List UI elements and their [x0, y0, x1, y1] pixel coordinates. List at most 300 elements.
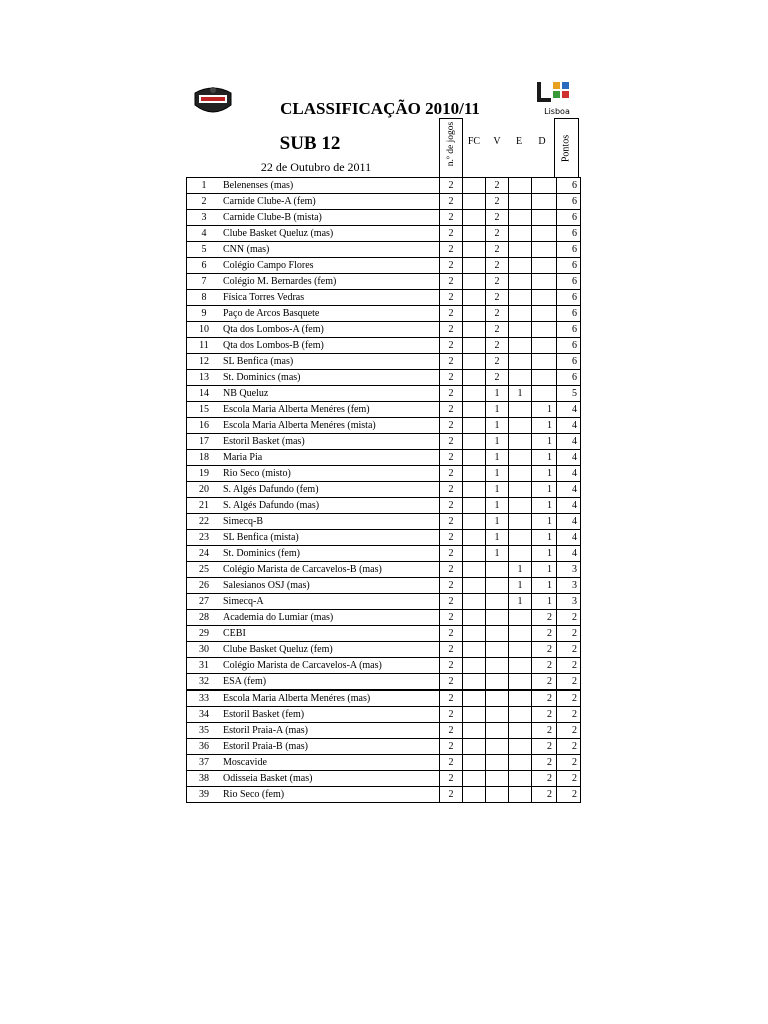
cell-d: 1	[532, 562, 557, 578]
cell-rank: 32	[187, 674, 222, 691]
cell-v: 2	[486, 194, 509, 210]
cell-fc	[463, 386, 486, 402]
cell-team: St. Dominics (mas)	[221, 370, 440, 386]
cell-pts: 6	[557, 226, 581, 242]
cell-v: 2	[486, 290, 509, 306]
cell-v	[486, 578, 509, 594]
cell-team: CNN (mas)	[221, 242, 440, 258]
table-row	[187, 787, 581, 803]
table-row	[187, 674, 581, 691]
cell-j: 2	[440, 642, 463, 658]
cell-rank: 29	[187, 626, 222, 642]
cell-team: Colégio M. Bernardes (fem)	[221, 274, 440, 290]
table-row	[187, 338, 581, 354]
cell-v	[486, 610, 509, 626]
cell-e	[509, 707, 532, 723]
cell-pts: 6	[557, 290, 581, 306]
cell-pts: 6	[557, 178, 581, 194]
cell-rank: 4	[187, 226, 222, 242]
cell-rank: 17	[187, 434, 222, 450]
cell-d: 1	[532, 466, 557, 482]
cell-fc	[463, 210, 486, 226]
cell-team: S. Algés Dafundo (fem)	[221, 482, 440, 498]
cell-d: 1	[532, 450, 557, 466]
cell-d	[532, 306, 557, 322]
cell-rank: 35	[187, 723, 222, 739]
cell-v: 1	[486, 418, 509, 434]
cell-rank: 10	[187, 322, 222, 338]
cell-fc	[463, 514, 486, 530]
cell-e	[509, 610, 532, 626]
cell-team: Estoril Praia-A (mas)	[221, 723, 440, 739]
table-row	[187, 658, 581, 674]
cell-d: 2	[532, 739, 557, 755]
cell-v	[486, 787, 509, 803]
cell-pts: 2	[557, 610, 581, 626]
cell-v: 2	[486, 306, 509, 322]
cell-v: 2	[486, 274, 509, 290]
cell-pts: 2	[557, 674, 581, 691]
cell-d: 1	[532, 546, 557, 562]
cell-d: 1	[532, 498, 557, 514]
cell-fc	[463, 338, 486, 354]
cell-pts: 2	[557, 626, 581, 642]
header-e: E	[515, 136, 523, 147]
table-row	[187, 755, 581, 771]
cell-rank: 28	[187, 610, 222, 626]
cell-team: Simecq-A	[221, 594, 440, 610]
page-title: CLASSIFICAÇÃO 2010/11	[280, 99, 480, 118]
cell-e	[509, 242, 532, 258]
table-row	[187, 498, 581, 514]
cell-d: 2	[532, 658, 557, 674]
cell-pts: 2	[557, 739, 581, 755]
cell-team: Estoril Praia-B (mas)	[221, 739, 440, 755]
cell-j: 2	[440, 274, 463, 290]
cell-j: 2	[440, 562, 463, 578]
table-row	[187, 562, 581, 578]
cell-d: 1	[532, 530, 557, 546]
cell-pts: 3	[557, 594, 581, 610]
cell-pts: 6	[557, 370, 581, 386]
cell-j: 2	[440, 546, 463, 562]
cell-fc	[463, 274, 486, 290]
cell-d: 1	[532, 594, 557, 610]
cell-fc	[463, 226, 486, 242]
cell-team: Belenenses (mas)	[221, 178, 440, 194]
cell-team: Qta dos Lombos-A (fem)	[221, 322, 440, 338]
cell-d	[532, 242, 557, 258]
cell-e	[509, 338, 532, 354]
cell-rank: 1	[187, 178, 222, 194]
table-row	[187, 322, 581, 338]
cell-d: 1	[532, 514, 557, 530]
cell-d	[532, 194, 557, 210]
cell-pts: 2	[557, 771, 581, 787]
cell-d	[532, 210, 557, 226]
cell-e	[509, 787, 532, 803]
table-row	[187, 771, 581, 787]
table-row	[187, 434, 581, 450]
cell-team: S. Algés Dafundo (mas)	[221, 498, 440, 514]
cell-rank: 31	[187, 658, 222, 674]
table-row	[187, 242, 581, 258]
cell-pts: 2	[557, 755, 581, 771]
cell-e	[509, 546, 532, 562]
cell-rank: 2	[187, 194, 222, 210]
cell-rank: 12	[187, 354, 222, 370]
cell-v	[486, 674, 509, 691]
cell-j: 2	[440, 498, 463, 514]
cell-d: 2	[532, 610, 557, 626]
cell-team: CEBI	[221, 626, 440, 642]
cell-j: 2	[440, 658, 463, 674]
table-row	[187, 690, 581, 707]
association-crest-logo	[191, 83, 235, 119]
cell-d: 2	[532, 755, 557, 771]
table-row	[187, 482, 581, 498]
cell-v: 1	[486, 402, 509, 418]
cell-fc	[463, 434, 486, 450]
cell-e	[509, 290, 532, 306]
cell-team: Salesianos OSJ (mas)	[221, 578, 440, 594]
cell-j: 2	[440, 739, 463, 755]
cell-e	[509, 658, 532, 674]
table-row	[187, 578, 581, 594]
cell-j: 2	[440, 306, 463, 322]
cell-fc	[463, 194, 486, 210]
cell-rank: 24	[187, 546, 222, 562]
cell-e	[509, 306, 532, 322]
cell-j: 2	[440, 674, 463, 691]
cell-team: St. Dominics (fem)	[221, 546, 440, 562]
cell-d	[532, 386, 557, 402]
cell-rank: 38	[187, 771, 222, 787]
cell-fc	[463, 562, 486, 578]
cell-j: 2	[440, 418, 463, 434]
table-row	[187, 739, 581, 755]
cell-e	[509, 226, 532, 242]
cell-j: 2	[440, 210, 463, 226]
cell-rank: 36	[187, 739, 222, 755]
cell-j: 2	[440, 707, 463, 723]
cell-j: 2	[440, 258, 463, 274]
cell-e	[509, 194, 532, 210]
cell-v: 2	[486, 322, 509, 338]
cell-fc	[463, 498, 486, 514]
cell-d	[532, 258, 557, 274]
cell-rank: 26	[187, 578, 222, 594]
cell-v: 2	[486, 338, 509, 354]
cell-d: 1	[532, 578, 557, 594]
cell-pts: 2	[557, 658, 581, 674]
cell-j: 2	[440, 690, 463, 707]
cell-fc	[463, 354, 486, 370]
cell-j: 2	[440, 482, 463, 498]
cell-pts: 3	[557, 578, 581, 594]
cell-e	[509, 690, 532, 707]
cell-fc	[463, 594, 486, 610]
table-row	[187, 354, 581, 370]
cell-e	[509, 755, 532, 771]
cell-d: 2	[532, 674, 557, 691]
cell-rank: 34	[187, 707, 222, 723]
cell-e	[509, 434, 532, 450]
cell-e	[509, 402, 532, 418]
cell-fc	[463, 242, 486, 258]
table-row	[187, 306, 581, 322]
cell-v	[486, 755, 509, 771]
cell-team: Estoril Basket (fem)	[221, 707, 440, 723]
cell-team: Clube Basket Queluz (fem)	[221, 642, 440, 658]
cell-fc	[463, 674, 486, 691]
table-row	[187, 610, 581, 626]
table-row	[187, 450, 581, 466]
cell-fc	[463, 723, 486, 739]
cell-pts: 6	[557, 306, 581, 322]
cell-pts: 2	[557, 642, 581, 658]
cell-j: 2	[440, 402, 463, 418]
cell-d: 2	[532, 626, 557, 642]
table-row	[187, 514, 581, 530]
cell-v	[486, 626, 509, 642]
cell-j: 2	[440, 787, 463, 803]
cell-rank: 8	[187, 290, 222, 306]
cell-d: 2	[532, 771, 557, 787]
cell-v: 1	[486, 546, 509, 562]
cell-v: 2	[486, 370, 509, 386]
cell-fc	[463, 482, 486, 498]
cell-fc	[463, 658, 486, 674]
cell-pts: 4	[557, 530, 581, 546]
table-row	[187, 290, 581, 306]
cell-v: 1	[486, 466, 509, 482]
cell-e	[509, 642, 532, 658]
cell-team: Odisseia Basket (mas)	[221, 771, 440, 787]
cell-e	[509, 178, 532, 194]
cell-j: 2	[440, 242, 463, 258]
header-pontos: Pontos	[554, 118, 579, 177]
cell-pts: 2	[557, 723, 581, 739]
cell-pts: 4	[557, 418, 581, 434]
cell-v	[486, 642, 509, 658]
cell-pts: 4	[557, 482, 581, 498]
cell-v: 2	[486, 242, 509, 258]
cell-d: 2	[532, 723, 557, 739]
cell-v: 1	[486, 530, 509, 546]
cell-fc	[463, 610, 486, 626]
cell-pts: 4	[557, 514, 581, 530]
cell-fc	[463, 370, 486, 386]
cell-team: Qta dos Lombos-B (fem)	[221, 338, 440, 354]
cell-d	[532, 178, 557, 194]
cell-rank: 30	[187, 642, 222, 658]
cell-rank: 13	[187, 370, 222, 386]
cell-fc	[463, 290, 486, 306]
cell-team: Paço de Arcos Basquete	[221, 306, 440, 322]
table-row	[187, 178, 581, 194]
cell-e: 1	[509, 594, 532, 610]
cell-e	[509, 370, 532, 386]
header-d: D	[538, 136, 546, 147]
cell-rank: 23	[187, 530, 222, 546]
cell-pts: 6	[557, 274, 581, 290]
cell-pts: 3	[557, 562, 581, 578]
cell-v	[486, 690, 509, 707]
cell-pts: 4	[557, 434, 581, 450]
cell-team: Academia do Lumiar (mas)	[221, 610, 440, 626]
cell-e	[509, 418, 532, 434]
cell-v: 2	[486, 258, 509, 274]
cell-e	[509, 739, 532, 755]
cell-j: 2	[440, 338, 463, 354]
cell-j: 2	[440, 514, 463, 530]
cell-j: 2	[440, 290, 463, 306]
cell-pts: 6	[557, 322, 581, 338]
cell-pts: 4	[557, 546, 581, 562]
table-row	[187, 707, 581, 723]
cell-v: 2	[486, 226, 509, 242]
cell-j: 2	[440, 386, 463, 402]
cell-v: 1	[486, 482, 509, 498]
cell-e	[509, 674, 532, 691]
cell-rank: 39	[187, 787, 222, 803]
cell-team: Rio Seco (misto)	[221, 466, 440, 482]
table-row	[187, 274, 581, 290]
cell-pts: 6	[557, 258, 581, 274]
cell-fc	[463, 739, 486, 755]
cell-rank: 5	[187, 242, 222, 258]
cell-v	[486, 739, 509, 755]
cell-team: Maria Pia	[221, 450, 440, 466]
table-row	[187, 210, 581, 226]
cell-pts: 6	[557, 354, 581, 370]
cell-fc	[463, 450, 486, 466]
cell-fc	[463, 322, 486, 338]
cell-fc	[463, 306, 486, 322]
cell-fc	[463, 178, 486, 194]
cell-fc	[463, 418, 486, 434]
table-row	[187, 194, 581, 210]
cell-rank: 37	[187, 755, 222, 771]
header-jogos: n.º de jogos	[439, 118, 463, 177]
cell-team: Carnide Clube-B (mista)	[221, 210, 440, 226]
cell-v: 1	[486, 498, 509, 514]
cell-rank: 15	[187, 402, 222, 418]
cell-team: Carnide Clube-A (fem)	[221, 194, 440, 210]
cell-team: SL Benfica (mista)	[221, 530, 440, 546]
table-row	[187, 642, 581, 658]
cell-fc	[463, 690, 486, 707]
cell-j: 2	[440, 450, 463, 466]
cell-j: 2	[440, 723, 463, 739]
date-label: 22 de Outubro de 2011	[260, 160, 372, 174]
cell-pts: 5	[557, 386, 581, 402]
cell-v	[486, 771, 509, 787]
cell-d	[532, 322, 557, 338]
cell-rank: 20	[187, 482, 222, 498]
cell-j: 2	[440, 322, 463, 338]
cell-d	[532, 370, 557, 386]
cell-j: 2	[440, 771, 463, 787]
cell-fc	[463, 578, 486, 594]
cell-team: Moscavide	[221, 755, 440, 771]
cell-d: 2	[532, 690, 557, 707]
cell-team: Escola Maria Alberta Menéres (mista)	[221, 418, 440, 434]
cell-team: Estoril Basket (mas)	[221, 434, 440, 450]
cell-team: Rio Seco (fem)	[221, 787, 440, 803]
cell-v	[486, 594, 509, 610]
cell-j: 2	[440, 178, 463, 194]
cell-j: 2	[440, 530, 463, 546]
lisboa-logo	[533, 80, 573, 118]
cell-pts: 6	[557, 194, 581, 210]
cell-d	[532, 338, 557, 354]
cell-e	[509, 771, 532, 787]
cell-j: 2	[440, 434, 463, 450]
cell-e	[509, 530, 532, 546]
table-row	[187, 386, 581, 402]
category-title: SUB 12	[279, 133, 341, 154]
cell-team: Física Torres Vedras	[221, 290, 440, 306]
cell-e	[509, 626, 532, 642]
cell-fc	[463, 626, 486, 642]
cell-rank: 16	[187, 418, 222, 434]
cell-d: 2	[532, 787, 557, 803]
cell-fc	[463, 402, 486, 418]
cell-rank: 25	[187, 562, 222, 578]
cell-rank: 22	[187, 514, 222, 530]
cell-fc	[463, 258, 486, 274]
cell-j: 2	[440, 466, 463, 482]
cell-rank: 9	[187, 306, 222, 322]
table-row	[187, 530, 581, 546]
cell-rank: 3	[187, 210, 222, 226]
cell-pts: 6	[557, 210, 581, 226]
logo-text: Lisboa	[544, 107, 570, 116]
cell-pts: 6	[557, 338, 581, 354]
header-fc: FC	[467, 136, 481, 147]
cell-fc	[463, 707, 486, 723]
cell-v: 1	[486, 450, 509, 466]
cell-v: 1	[486, 514, 509, 530]
table-row	[187, 370, 581, 386]
cell-d	[532, 274, 557, 290]
cell-rank: 7	[187, 274, 222, 290]
cell-j: 2	[440, 370, 463, 386]
cell-rank: 27	[187, 594, 222, 610]
cell-e: 1	[509, 578, 532, 594]
cell-d	[532, 354, 557, 370]
cell-d: 1	[532, 434, 557, 450]
header-v: V	[493, 136, 501, 147]
cell-d: 2	[532, 642, 557, 658]
cell-d: 1	[532, 482, 557, 498]
cell-fc	[463, 771, 486, 787]
cell-e	[509, 723, 532, 739]
cell-e	[509, 466, 532, 482]
cell-rank: 33	[187, 690, 222, 707]
cell-team: SL Benfica (mas)	[221, 354, 440, 370]
cell-v	[486, 723, 509, 739]
cell-pts: 4	[557, 466, 581, 482]
cell-v	[486, 562, 509, 578]
cell-pts: 2	[557, 690, 581, 707]
table-row	[187, 226, 581, 242]
cell-e	[509, 274, 532, 290]
cell-e	[509, 450, 532, 466]
cell-pts: 6	[557, 242, 581, 258]
